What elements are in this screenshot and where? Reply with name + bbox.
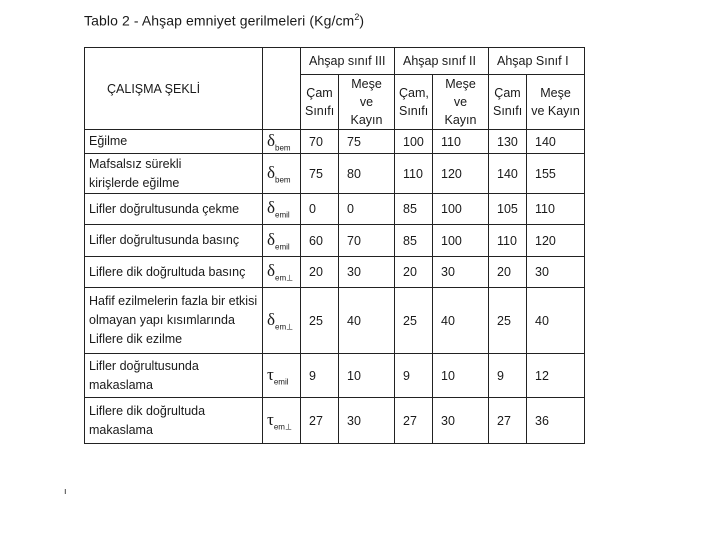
table-row (85, 130, 585, 154)
subheader-cam: Çam, Sınıfı (395, 75, 433, 130)
stress-symbol: $\delta_{em\perp}$ (263, 257, 301, 288)
value-cell: 140 (489, 154, 527, 194)
value-cell: 20 (395, 257, 433, 288)
table-row (85, 398, 585, 444)
stress-symbol: $\delta_{em\perp}$ (263, 288, 301, 354)
value-cell: 30 (433, 257, 489, 288)
value-cell: 25 (395, 288, 433, 354)
table-row (85, 154, 585, 194)
table-row (85, 257, 585, 288)
header-group-row (85, 48, 585, 75)
value-cell: 30 (433, 398, 489, 444)
value-cell: 27 (489, 398, 527, 444)
group-header-sinif-2: Ahşap sınıf II (395, 48, 489, 75)
value-cell: 25 (489, 288, 527, 354)
value-cell: 36 (527, 398, 585, 444)
subheader-cam: Çam Sınıfı (489, 75, 527, 130)
table-row (85, 354, 585, 398)
table-row (85, 288, 585, 354)
row-label: Eğilme (85, 130, 263, 154)
value-cell: 12 (527, 354, 585, 398)
stress-symbol: $\delta_{emil}$ (263, 194, 301, 225)
row-label: Lifler doğrultusunda basınç (85, 225, 263, 257)
value-cell: 40 (433, 288, 489, 354)
value-cell: 20 (301, 257, 339, 288)
value-cell: 30 (339, 398, 395, 444)
value-cell: 110 (395, 154, 433, 194)
stress-table (84, 47, 585, 444)
row-label: Mafsalsız sürekli kirişlerde eğilme (85, 154, 263, 194)
subheader-mese: Meşe ve Kayın (433, 75, 489, 130)
row-label: Liflere dik doğrultuda makaslama (85, 398, 263, 444)
value-cell: 120 (433, 154, 489, 194)
value-cell: 155 (527, 154, 585, 194)
subheader-cam: Çam Sınıfı (301, 75, 339, 130)
subheader-mese: Meşe ve Kayın (527, 75, 585, 130)
margin-mark: ı (64, 486, 67, 496)
stress-symbol: $\delta_{bem}$ (263, 130, 301, 154)
value-cell: 40 (339, 288, 395, 354)
row-label: Lifler doğrultusunda çekme (85, 194, 263, 225)
symbol-header-cell (263, 48, 301, 130)
value-cell: 100 (433, 194, 489, 225)
value-cell: 27 (395, 398, 433, 444)
value-cell: 120 (527, 225, 585, 257)
stress-symbol: $\tau_{em\perp}$ (263, 398, 301, 444)
value-cell: 60 (301, 225, 339, 257)
value-cell: 110 (433, 130, 489, 154)
value-cell: 9 (395, 354, 433, 398)
row-label: Liflere dik doğrultuda basınç (85, 257, 263, 288)
subheader-mese: Meşe ve Kayın (339, 75, 395, 130)
value-cell: 20 (489, 257, 527, 288)
value-cell: 85 (395, 225, 433, 257)
column-header-calisma-sekli: ÇALIŞMA ŞEKLİ (85, 48, 263, 130)
value-cell: 130 (489, 130, 527, 154)
value-cell: 0 (301, 194, 339, 225)
value-cell: 105 (489, 194, 527, 225)
table-row (85, 194, 585, 225)
stress-symbol: $\delta_{emil}$ (263, 225, 301, 257)
value-cell: 140 (527, 130, 585, 154)
value-cell: 85 (395, 194, 433, 225)
value-cell: 110 (489, 225, 527, 257)
table-caption: Tablo 2 - Ahşap emniyet gerilmeleri $(Kg/cm^2)$ (84, 12, 365, 29)
row-label: Lifler doğrultusunda makaslama (85, 354, 263, 398)
value-cell: 27 (301, 398, 339, 444)
value-cell: 9 (489, 354, 527, 398)
value-cell: 100 (395, 130, 433, 154)
value-cell: 75 (339, 130, 395, 154)
stress-symbol: $\tau_{emil}$ (263, 354, 301, 398)
value-cell: 110 (527, 194, 585, 225)
group-header-sinif-3: Ahşap sınıf III (301, 48, 395, 75)
group-header-sinif-1: Ahşap Sınıf I (489, 48, 585, 75)
value-cell: 80 (339, 154, 395, 194)
value-cell: 0 (339, 194, 395, 225)
value-cell: 30 (339, 257, 395, 288)
value-cell: 30 (527, 257, 585, 288)
value-cell: 10 (433, 354, 489, 398)
table-row (85, 225, 585, 257)
row-label: Hafif ezilmelerin fazla bir etkisi olmayan yapı kısımlarında Liflere dik ezilme (85, 288, 263, 354)
value-cell: 25 (301, 288, 339, 354)
value-cell: 9 (301, 354, 339, 398)
value-cell: 100 (433, 225, 489, 257)
value-cell: 70 (301, 130, 339, 154)
value-cell: 40 (527, 288, 585, 354)
value-cell: 70 (339, 225, 395, 257)
stress-symbol: $\delta_{bem}$ (263, 154, 301, 194)
value-cell: 75 (301, 154, 339, 194)
value-cell: 10 (339, 354, 395, 398)
